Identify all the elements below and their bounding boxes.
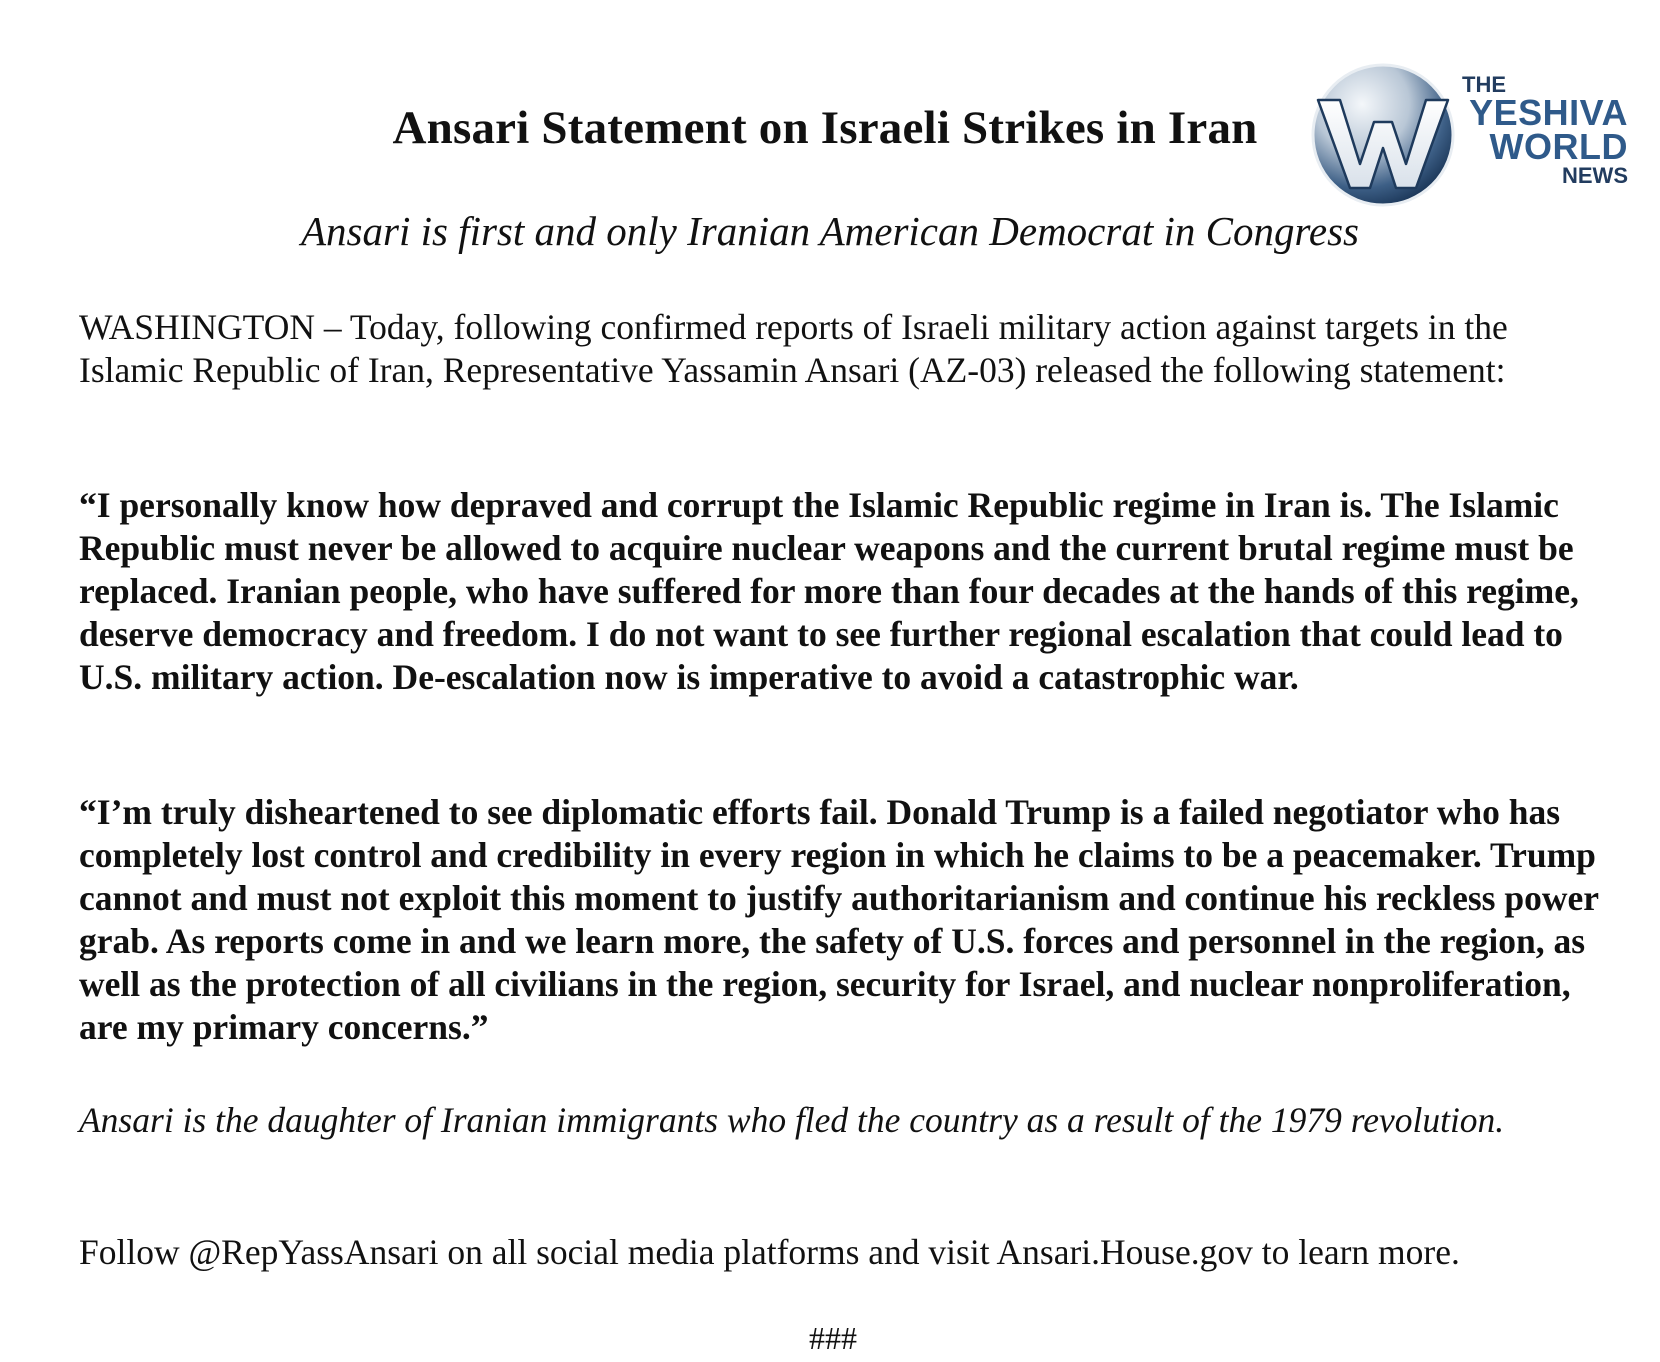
quote-paragraph-2: “I’m truly disheartened to see diplomatic efforts fail. Donald Trump is a failed negotiator who has completely lost control and credibility in every region in which he claims to be a peacemaker. Trump cannot and must not exploit this moment to justify authoritarianism and continue his reckless power grab. As reports come in and we learn more, the safety of U.S. forces and personnel in the region, as well as the protection of all civilians in the region, security for Israel, and nuclear nonproliferation, are my primary concerns.” [79, 792, 1599, 1047]
yeshiva-world-news-logo [1308, 60, 1628, 210]
logo-wordmark [1456, 74, 1628, 188]
intro-paragraph: WASHINGTON – Today, following confirmed reports of Israeli military action against targets in the Islamic Republic of Iran, Representative Yassamin Ansari (AZ-03) released the following statement: [79, 307, 1508, 390]
page-title: Ansari Statement on Israeli Strikes in Iran [392, 102, 1258, 154]
logo-yeshiva: YESHIVA [1469, 92, 1628, 133]
bio-paragraph: Ansari is the daughter of Iranian immigrants who fled the country as a result of the 1979 revolution. [79, 1100, 1505, 1140]
subtitle: Ansari is first and only Iranian American Democrat in Congress [300, 208, 1359, 254]
logo-world: WORLD [1489, 126, 1628, 167]
end-mark: ### [809, 1320, 857, 1356]
quote-paragraph-1: “I personally know how depraved and corrupt the Islamic Republic regime in Iran is. The Islamic Republic must never be allowed to acquire nuclear weapons and the current brutal regime must be replaced. Iranian people, who have suffered for more than four decades at the hands of this regime, deserve democracy and freedom. I do not want to see further regional escalation that could lead to U.S. military action. De-escalation now is imperative to avoid a catastrophic war. [79, 485, 1579, 697]
follow-paragraph: Follow @RepYassAnsari on all social media platforms and visit Ansari.House.gov to learn more. [79, 1232, 1460, 1272]
logo-the: THE [1462, 72, 1506, 97]
yeshiva-world-w-globe-icon [1308, 60, 1458, 210]
logo-news: NEWS [1562, 163, 1628, 188]
